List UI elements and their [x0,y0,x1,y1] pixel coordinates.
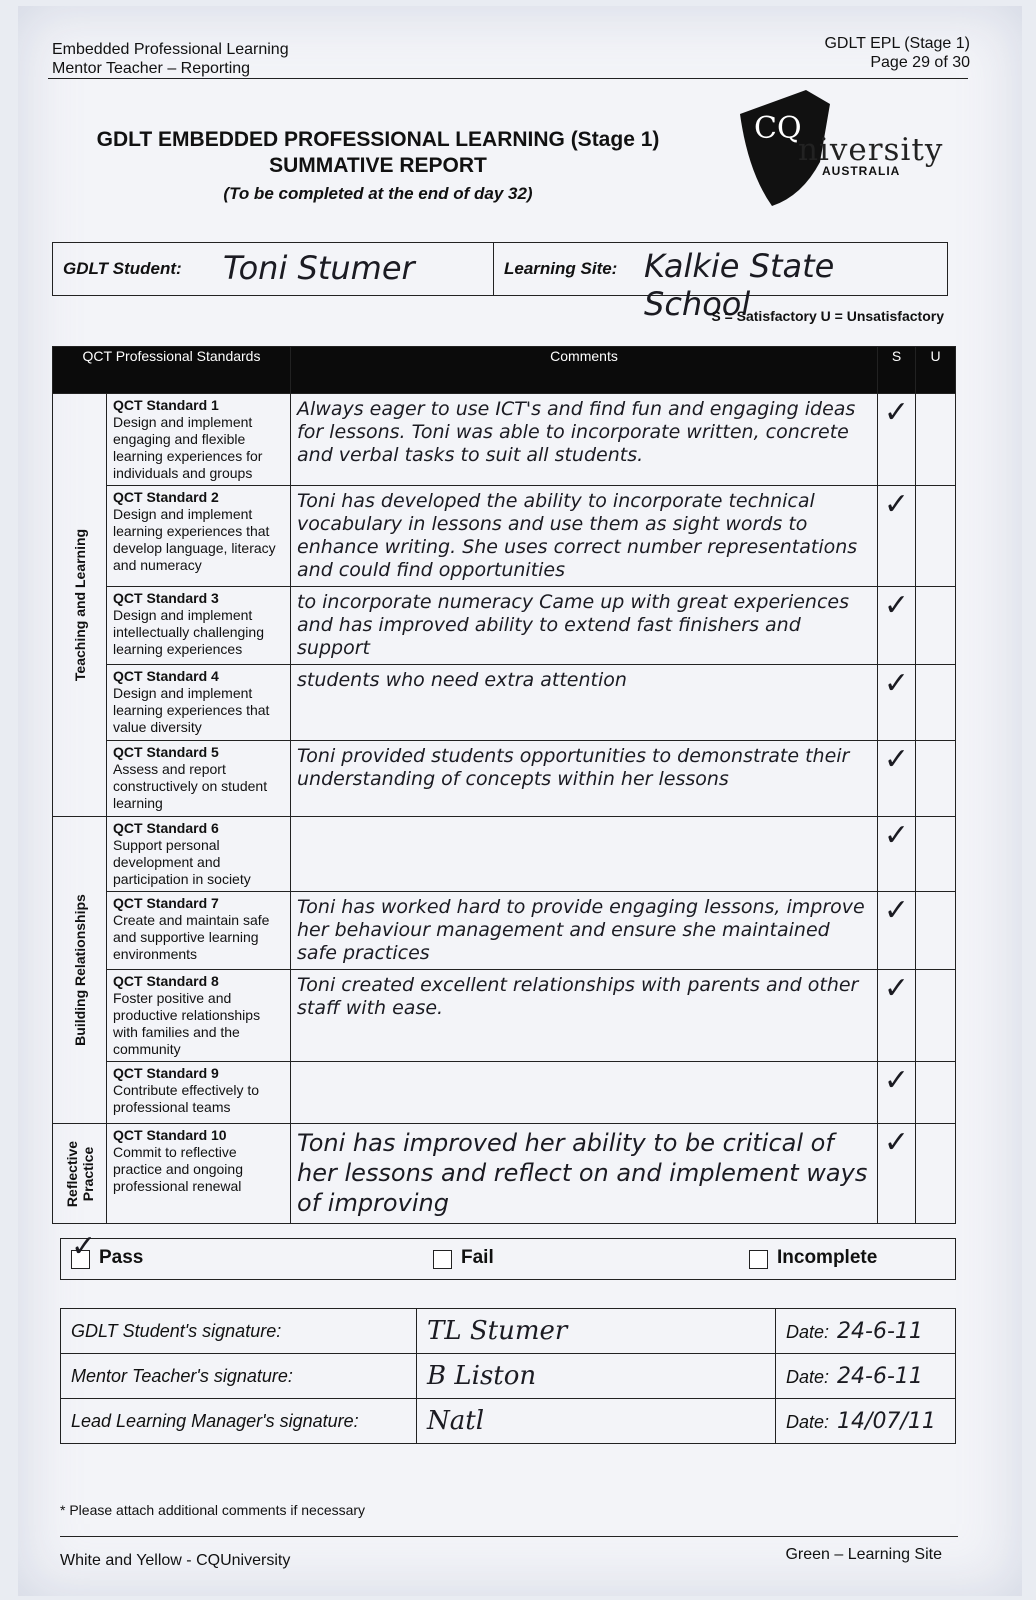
satisfactory-check[interactable]: ✓ [878,587,916,665]
title-block [58,128,698,204]
signature-row [61,1399,956,1444]
standard-cell [107,587,291,665]
site-name[interactable]: Kalkie State School [644,247,835,323]
unsatisfactory-cell[interactable] [916,394,956,486]
mentor-signature-label: Mentor Teacher's signature: [61,1354,417,1399]
table-row [53,486,956,587]
footer-right: Green – Learning Site [785,1546,942,1563]
student-label: GDLT Student: [63,259,182,278]
unsatisfactory-cell[interactable] [916,486,956,587]
table-row [53,394,956,486]
unsatisfactory-cell[interactable] [916,892,956,970]
standard-desc: Commit to reflective practice and ongoing professional renewal [113,1144,243,1194]
standard-cell [107,970,291,1062]
student-field [53,243,494,295]
student-signature: TL Stumer [427,1316,568,1346]
comment-cell[interactable]: to incorporate numeracy Came up with great experiences and has improved ability to extend fast finishers and support [291,587,878,665]
table-row [53,587,956,665]
table-row [53,970,956,1062]
incomplete-label: Incomplete [777,1247,878,1268]
standard-cell [107,892,291,970]
date-cell [776,1354,956,1399]
standards-header: QCT Professional Standards [53,347,291,394]
logo-wordmark: niversity [798,132,944,168]
comment-cell[interactable] [291,817,878,892]
comment-cell[interactable]: Toni provided students opportunities to demonstrate their understanding of concepts within her lessons [291,741,878,817]
student-name[interactable]: Toni Stumer [223,249,415,287]
standard-title: QCT Standard 9 [113,1065,219,1081]
table-row [53,1124,956,1224]
comment-cell[interactable] [291,1062,878,1124]
unsatisfactory-cell[interactable] [916,587,956,665]
satisfactory-check[interactable]: ✓ [878,892,916,970]
standard-title: QCT Standard 1 [113,397,219,413]
rating-legend: S = Satisfactory U = Unsatisfactory [711,308,944,324]
mentor-signature-field[interactable] [417,1354,776,1399]
footer-divider [60,1536,958,1537]
table-row [53,741,956,817]
footer-left: White and Yellow - CQUniversity [60,1552,291,1569]
standard-desc: Design and implement learning experiences that value diversity [113,685,270,735]
table-header-row [53,347,956,394]
table-row [53,665,956,741]
pass-tick-icon: ✓ [71,1230,97,1263]
standard-title: QCT Standard 4 [113,668,219,684]
unsatisfactory-cell[interactable] [916,741,956,817]
category-label: Teaching and Learning [71,528,88,682]
signature-row [61,1309,956,1354]
standard-desc: Design and implement intellectually challenging learning experiences [113,607,264,657]
date-label: Date: [786,1411,830,1432]
category-relationships [53,817,107,1124]
header-code: GDLT EPL (Stage 1) [824,35,970,52]
pass-label: Pass [99,1247,144,1268]
header-right [824,34,970,72]
unsatisfactory-cell[interactable] [916,970,956,1062]
result-box [60,1230,956,1280]
unsatisfactory-cell[interactable] [916,817,956,892]
satisfactory-check[interactable]: ✓ [878,665,916,741]
category-label: Building Relationships [71,894,88,1046]
comment-cell[interactable]: Always eager to use ICT's and find fun and engaging ideas for lessons. Toni was able to incorporate written, concrete and verbal tasks to suit all students. [291,394,878,486]
standard-cell [107,1062,291,1124]
title-instruction: (To be completed at the end of day 32) [223,184,533,203]
unsatisfactory-cell[interactable] [916,1062,956,1124]
standard-cell [107,817,291,892]
standard-title: QCT Standard 5 [113,744,219,760]
standard-title: QCT Standard 8 [113,973,219,989]
satisfactory-check[interactable]: ✓ [878,741,916,817]
title-report: SUMMATIVE REPORT [269,154,487,177]
standard-title: QCT Standard 2 [113,489,219,505]
student-signature-label: GDLT Student's signature: [61,1309,417,1354]
comment-cell[interactable]: Toni has developed the ability to incorporate technical vocabulary in lessons and use them as sight words to enhance writing. She uses correct number representations and could find opportunities [291,486,878,587]
student-date[interactable]: 24-6-11 [837,1318,923,1344]
standard-title: QCT Standard 6 [113,820,219,836]
signatures-table [60,1308,956,1444]
standards-table [52,346,956,1224]
lead-signature: Natl [427,1406,485,1436]
standard-title: QCT Standard 10 [113,1127,227,1143]
standard-desc: Foster positive and productive relationships with families and the community [113,990,261,1057]
header-page: Page 29 of 30 [870,54,970,71]
mentor-signature: B Liston [427,1361,537,1391]
standard-desc: Design and implement learning experiences that develop language, literacy and numeracy [113,506,276,573]
comment-cell[interactable]: Toni created excellent relationships with parents and other staff with ease. [291,970,878,1062]
logo-mark: CQ [754,111,802,146]
standard-title: QCT Standard 7 [113,895,219,911]
standard-cell [107,394,291,486]
category-teaching [53,394,107,817]
attach-note: * Please attach additional comments if necessary [60,1502,366,1518]
u-header: U [916,347,956,394]
standard-desc: Create and maintain safe and supportive learning environments [113,912,270,962]
standard-desc: Assess and report constructively on student learning [113,761,268,811]
title-main: GDLT EMBEDDED PROFESSIONAL LEARNING (Stage 1) [96,128,660,151]
lead-signature-label: Lead Learning Manager's signature: [61,1399,417,1444]
header-left [52,40,289,78]
table-row [53,892,956,970]
site-label: Learning Site: [504,259,618,278]
satisfactory-check[interactable]: ✓ [878,817,916,892]
header-program: Embedded Professional Learning [52,41,289,58]
table-row [53,817,956,892]
report-sheet [18,6,1022,1596]
standard-cell [107,741,291,817]
comment-cell[interactable]: students who need extra attention [291,665,878,741]
comment-cell[interactable]: Toni has improved her ability to be critical of her lessons and reflect on and implement ways of improving [291,1124,878,1224]
unsatisfactory-cell[interactable] [916,665,956,741]
unsatisfactory-cell[interactable] [916,1124,956,1224]
date-label: Date: [786,1366,830,1387]
fail-checkbox[interactable] [433,1250,452,1269]
standard-cell [107,1124,291,1224]
mentor-date[interactable]: 24-6-11 [837,1363,923,1389]
category-label: Reflective Practice [63,1140,96,1207]
satisfactory-check[interactable]: ✓ [878,1062,916,1124]
category-reflective [53,1124,107,1224]
date-cell [776,1399,956,1444]
standard-desc: Support personal development and participation in society [113,837,251,887]
fail-label: Fail [461,1247,494,1268]
header-divider [48,78,968,79]
date-label: Date: [786,1321,830,1342]
student-signature-field[interactable] [417,1309,776,1354]
s-header: S [878,347,916,394]
standard-desc: Design and implement engaging and flexible learning experiences for individuals and groups [113,414,263,481]
lead-signature-field[interactable] [417,1399,776,1444]
satisfactory-check[interactable]: ✓ [878,970,916,1062]
standard-cell [107,486,291,587]
logo-subtitle: AUSTRALIA [822,164,901,178]
header-section: Mentor Teacher – Reporting [52,60,251,77]
comment-cell[interactable]: Toni has worked hard to provide engaging lessons, improve her behaviour management and ensure she maintained safe practices [291,892,878,970]
standard-cell [107,665,291,741]
incomplete-checkbox[interactable] [749,1250,768,1269]
comments-header: Comments [291,347,878,394]
table-row [53,1062,956,1124]
satisfactory-check[interactable]: ✓ [878,486,916,587]
date-cell [776,1309,956,1354]
standard-title: QCT Standard 3 [113,590,219,606]
satisfactory-check[interactable]: ✓ [878,394,916,486]
signature-row [61,1354,956,1399]
satisfactory-check[interactable]: ✓ [878,1124,916,1224]
standard-desc: Contribute effectively to professional teams [113,1082,260,1115]
lead-date[interactable]: 14/07/11 [837,1408,936,1434]
